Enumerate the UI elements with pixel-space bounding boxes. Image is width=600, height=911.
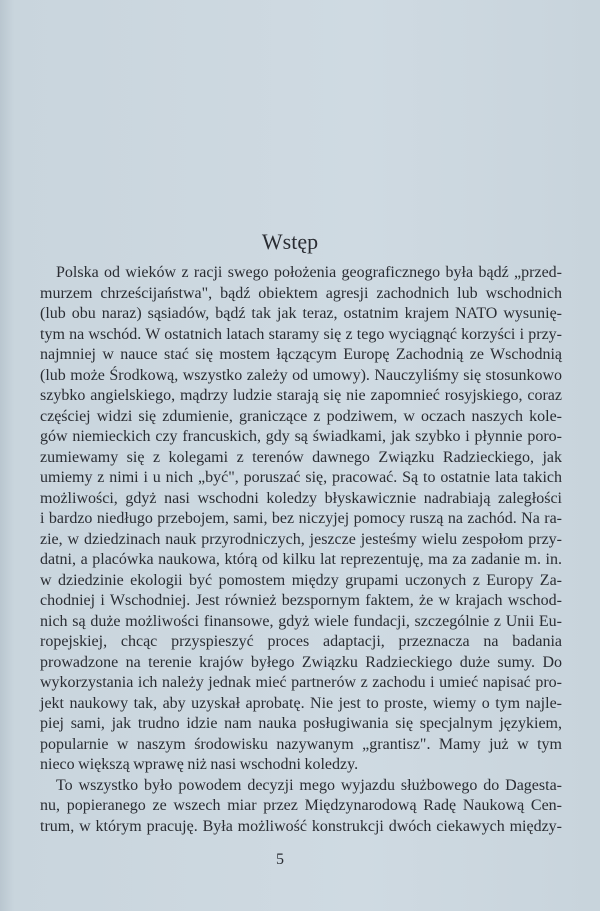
text-line: prowadzone na terenie krajów byłego Związku Radzieckiego duże sumy. Do: [40, 653, 562, 671]
text-line: Polska od wieków z racji swego położenia geograficznego była bądź „przed-: [56, 264, 562, 281]
text-line: nieco większą wprawę niż nasi wschodni koledzy.: [40, 756, 359, 773]
body-text: [40, 263, 562, 837]
chapter-title: Wstęp: [261, 229, 319, 254]
text-line: popularnie w naszym środowisku nazywanym „grantisz". Mamy już w tym: [40, 735, 562, 753]
text-line: częściej widzi się zdumienie, graniczące z podziwem, w oczach naszych kole-: [40, 407, 562, 425]
text-line: tym na wschód. W ostatnich latach staramy się z tego wyciągnąć korzyści i przy-: [40, 325, 562, 343]
text-line: najmniej w nauce stać się mostem łączącym Europę Zachodnią ze Wschodnią: [40, 346, 562, 363]
text-line: możliwości, gdyż nasi wschodni koledzy błyskawicznie nadrabiają zaległości: [40, 489, 562, 507]
text-line: To wszystko było powodem decyzji mego wyjazdu służbowego do Dagesta-: [56, 776, 562, 794]
text-line: murzem chrześcijaństwa", bądź obiektem agresji zachodnich lub wschodnich: [40, 284, 562, 302]
text-line: zie, w dziedzinach nauk przyrodniczych, jeszcze jesteśmy wielu zespołom przy-: [40, 530, 562, 548]
text-line: trum, w którym pracuję. Była możliwość konstrukcji dwóch ciekawych między-: [40, 817, 562, 835]
text-line: (lub obu naraz) sąsiadów, bądź tak jak teraz, ostatnim krajem NATO wysunię-: [40, 305, 562, 322]
text-line: nich są duże możliwości finansowe, gdyż wiele fundacji, szczególnie z Unii Eu-: [40, 612, 562, 630]
text-line: zumiewamy się z kolegami z terenów dawnego Związku Radzieckiego, jak: [40, 448, 562, 466]
text-line: szybko angielskiego, mądrzy ludzie starają się nie zapomnieć rosyjskiego, coraz: [40, 387, 562, 404]
text-line: ropejskiej, chcąc przyspieszyć proces adaptacji, przeznacza na badania: [40, 633, 562, 650]
text-line: piej sami, jak trudno idzie nam nauka posługiwania się specjalnym językiem,: [40, 715, 562, 732]
text-line: chodniej i Wschodniej. Jest również bezspornym faktem, że w krajach wschod-: [40, 592, 562, 609]
text-line: (lub może Środkową, wszystko zależy od umowy). Nauczyliśmy się stosunkowo: [40, 366, 562, 384]
text-line: jekt naukowy tak, aby uzyskał aprobatę. Nie jest to proste, wiemy o tym najle-: [40, 694, 562, 712]
text-line: wykorzystania ich należy jednak mieć partnerów z zachodu i umieć napisać pro-: [40, 674, 562, 691]
text-line: nu, popieranego ze wszech miar przez Międzynarodową Radę Naukową Cen-: [40, 797, 562, 814]
page-number: 5: [276, 851, 284, 868]
text-line: datni, a placówka naukowa, którą od kilku lat reprezentuję, ma za zadanie m. in.: [40, 551, 562, 568]
text-line: i bardzo niedługo przebojem, sami, bez niczyjej pomocy ruszą na zachód. Na ra-: [40, 510, 562, 527]
text-line: gów niemieckich czy francuskich, gdy są świadkami, jak szybko i płynnie poro-: [40, 428, 562, 445]
text-line: umiemy z nimi i u nich „być", poruszać się, pracować. Są to ostatnie lata takich: [40, 469, 562, 486]
text-line: w dziedzinie ekologii być pomostem między grupami uczonych z Europy Za-: [40, 571, 562, 589]
